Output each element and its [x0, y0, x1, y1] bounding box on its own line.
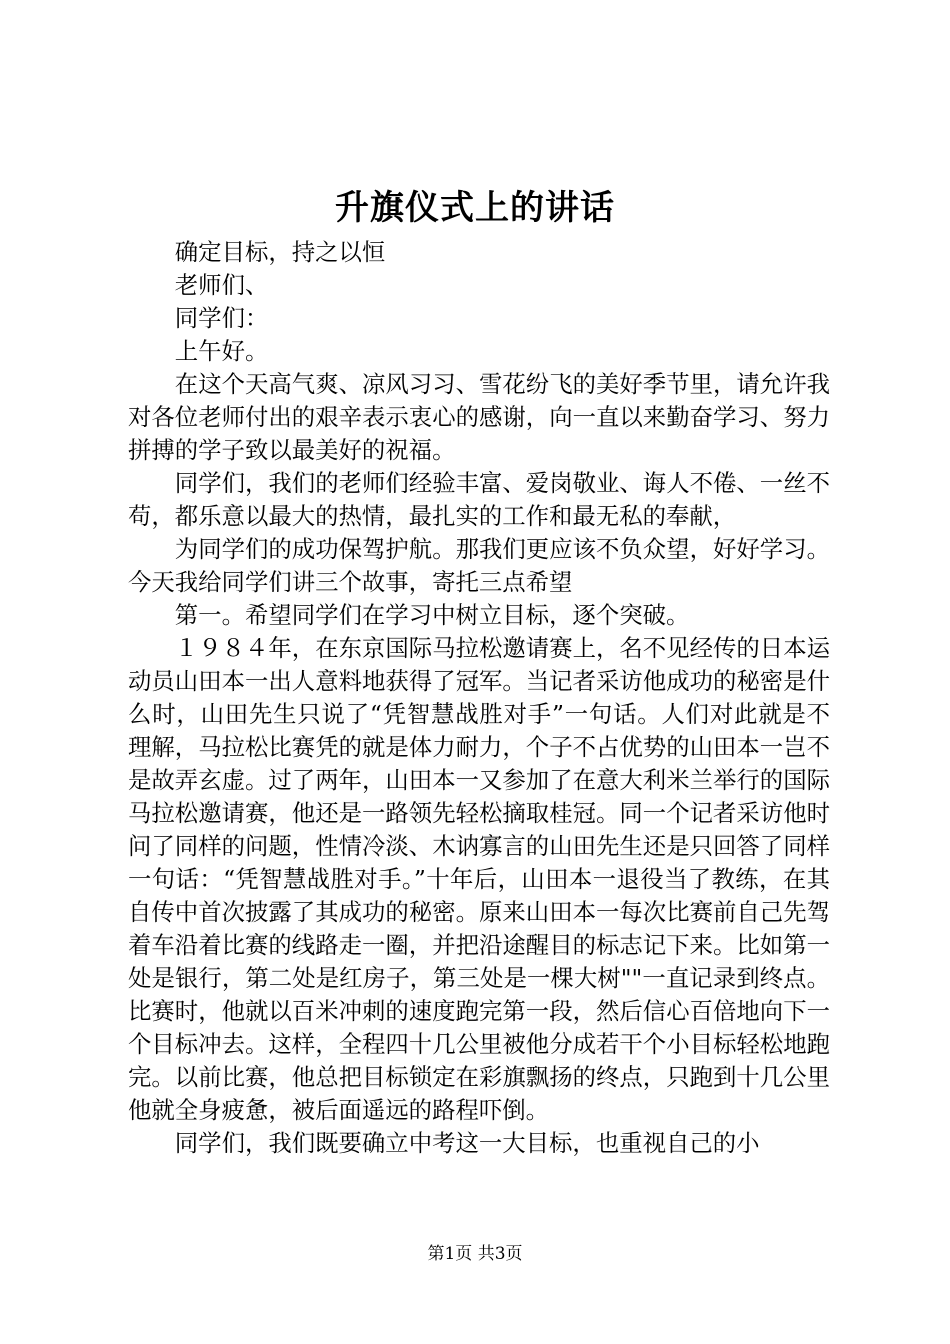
- page-footer: 第1页 共3页: [427, 1244, 523, 1264]
- paragraph-marathon-story: １９８４年，在东京国际马拉松邀请赛上，名不见经传的日本运动员山田本一出人意料地获得了冠军。当记者采访他成功的秘密是什么时，山田先生只说了“凭智慧战胜对手”一句话。人们对此就是不理解，马拉松比赛凭的就是体力耐力，个子不占优势的山田本一岂不是故弄玄虚。过了两年，山田本一又参加了在意大利米兰举行的国际马拉松邀请赛，他还是一路领先轻松摘取桂冠。同一个记者采访他时问了同样的问题，性情冷淡、木讷寡言的山田先生还是只回答了同样一句话：“凭智慧战胜对手。”十年后，山田本一退役当了教练，在其自传中首次披露了其成功的秘密。原来山田本一每次比赛前自己先驾着车沿着比赛的线路走一圈，并把沿途醒目的标志记下来。比如第一处是银行，第二处是红房子，第三处是一棵大树""一直记录到终点。比赛时，他就以百米冲刺的速度跑完第一段，然后信心百倍地向下一个目标冲去。这样，全程四十几公里被他分成若干个小目标轻松地跑完。以前比赛，他总把目标锁定在彩旗飘扬的终点，只跑到十几公里他就全身疲惫，被后面遥远的路程吓倒。: [128, 634, 830, 1124]
- paragraph-conclusion: 同学们，我们既要确立中考这一大目标，也重视自己的小: [174, 1129, 760, 1157]
- paragraph-first-hope: 第一。希望同学们在学习中树立目标，逐个突破。: [174, 601, 690, 629]
- document-body: [128, 236, 830, 1160]
- paragraph-good-morning: 上午好。: [174, 337, 269, 365]
- paragraph-three-stories: 为同学们的成功保驾护航。那我们更应该不负众望，好好学习。今天我给同学们讲三个故事，寄托三点希望: [128, 535, 830, 596]
- paragraph-greeting-teachers: 老师们、: [174, 271, 269, 299]
- document-title: 升旗仪式上的讲话: [335, 188, 615, 228]
- paragraph-thanks: 在这个天高气爽、凉风习习、雪花纷飞的美好季节里，请允许我对各位老师付出的艰辛表示衷心的感谢，向一直以来勤奋学习、努力拼搏的学子致以最美好的祝福。: [128, 370, 830, 464]
- paragraph-subtitle: 确定目标，持之以恒: [174, 238, 386, 266]
- paragraph-greeting-students: 同学们：: [174, 304, 269, 332]
- paragraph-teachers-praise: 同学们，我们的老师们经验丰富、爱岗敬业、诲人不倦、一丝不苟，都乐意以最大的热情，最扎实的工作和最无私的奉献，: [128, 469, 830, 530]
